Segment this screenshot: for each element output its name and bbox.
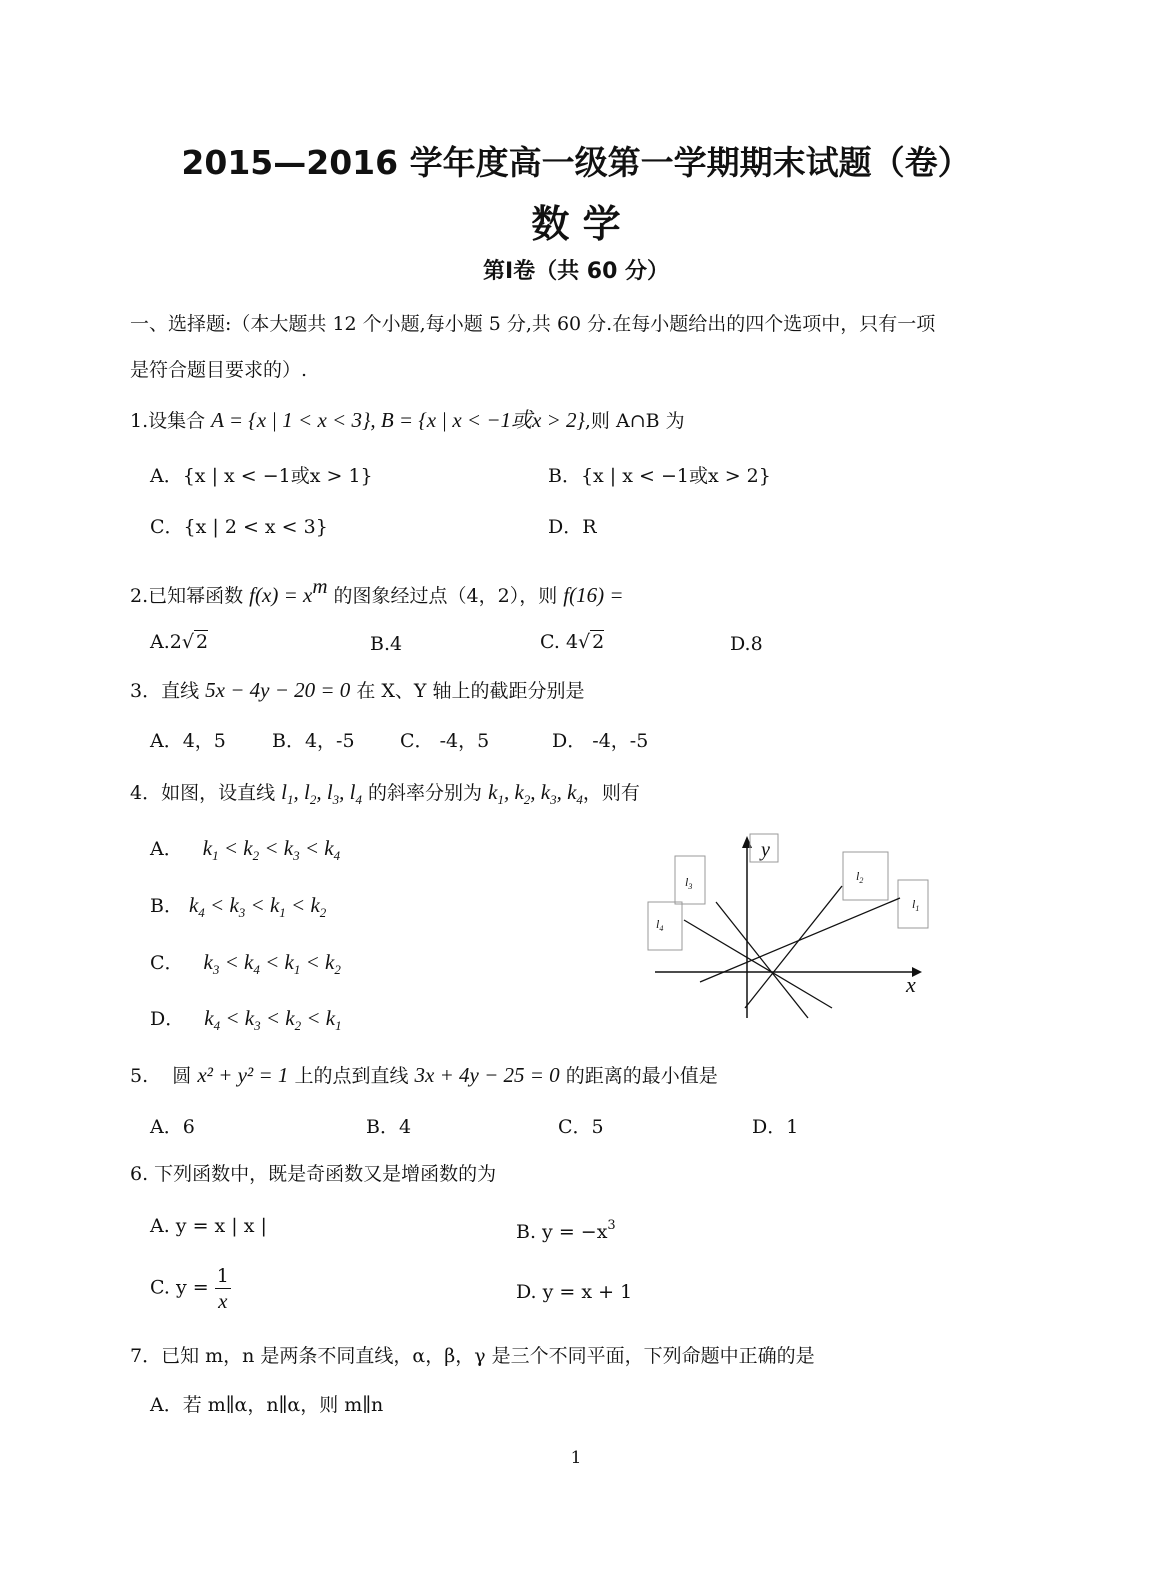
q6-option-c bbox=[150, 1264, 231, 1322]
q5-option-a: A．6 bbox=[150, 1116, 195, 1138]
q4-line-figure bbox=[640, 830, 940, 1020]
q5-stem bbox=[130, 1063, 718, 1088]
q5-stem-prefix: 5. 圆 bbox=[130, 1065, 198, 1087]
q2-stem-mid: 的图象经过点（4，2），则 bbox=[327, 585, 564, 607]
q1-option-c: C．{x | 2 < x < 3} bbox=[150, 516, 328, 538]
q2-stem bbox=[130, 574, 624, 608]
q3-option-a: A．4，5 bbox=[150, 730, 226, 752]
q6-c-denominator: x bbox=[218, 1289, 228, 1313]
l4-label: $l_4$ bbox=[656, 917, 664, 933]
subject-title: 数 学 bbox=[531, 202, 621, 246]
sqrt-icon: √ bbox=[181, 631, 194, 653]
exam-title: 2015—2016 学年度高一级第一学期期末试题（卷） bbox=[181, 143, 971, 182]
q6-b-text: B. y = −x bbox=[516, 1221, 608, 1243]
q2-stem-prefix: 2.已知幂函数 bbox=[130, 585, 250, 607]
q2-a-label: A. bbox=[150, 631, 170, 653]
q7-stem: 7．已知 m，n 是两条不同直线，α，β，γ 是三个不同平面，下列命题中正确的是 bbox=[130, 1345, 815, 1367]
q6-option-d: D. y = x + 1 bbox=[516, 1281, 633, 1303]
q4-stem-prefix: 4．如图，设直线 bbox=[130, 782, 282, 804]
q6-c-numerator: 1 bbox=[216, 1265, 229, 1287]
q4-option-c: C． $k_3 < k_4 < k_1 < k_2$ bbox=[150, 950, 341, 977]
q2-c-root: 2 bbox=[592, 631, 605, 653]
q5-stem-mid: 上的点到直线 bbox=[288, 1065, 415, 1087]
q6-option-a: A. y = x | x | bbox=[150, 1215, 267, 1237]
q3-stem-prefix: 3．直线 bbox=[130, 680, 206, 702]
q1-option-b: B．{x | x < −1或x > 2} bbox=[548, 465, 771, 487]
l2-label-box bbox=[843, 852, 888, 900]
q5-option-b: B．4 bbox=[366, 1116, 412, 1138]
l2-label: $l_2$ bbox=[856, 869, 864, 885]
q2-stem-end: f(16) = bbox=[563, 583, 624, 607]
sqrt-icon: √ bbox=[578, 631, 591, 653]
q5-circle: x² + y² = 1 bbox=[197, 1063, 289, 1087]
section-title: 第Ⅰ卷（共 60 分） bbox=[482, 259, 670, 284]
q4-slopes: $k_1$, $k_2$, $k_3$, $k_4$ bbox=[488, 780, 583, 807]
q1-stem bbox=[130, 408, 685, 433]
q1-option-a: A．{x | x < −1或x > 1} bbox=[150, 465, 373, 487]
line-l4 bbox=[684, 920, 832, 1008]
q1-set-a: A = {x | 1 < x < 3} bbox=[211, 408, 371, 432]
q3-option-b: B．4，-5 bbox=[272, 730, 355, 752]
q3-stem-suffix: 在 X、Y 轴上的截距分别是 bbox=[350, 680, 585, 702]
q2-exp: m bbox=[312, 574, 328, 598]
q2-option-a bbox=[150, 630, 208, 654]
l3-label: $l_3$ bbox=[685, 875, 693, 891]
q3-option-c: C． -4，5 bbox=[400, 730, 490, 752]
q5-option-d: D．1 bbox=[752, 1116, 799, 1138]
q4-stem bbox=[130, 780, 640, 812]
q2-c-coef: 4 bbox=[565, 631, 579, 653]
q6-b-exp: 3 bbox=[607, 1218, 616, 1233]
q7-option-a: A．若 m∥α，n∥α，则 m∥n bbox=[150, 1394, 384, 1416]
q4-c-label: C． bbox=[150, 952, 184, 974]
x-axis-label: x bbox=[906, 972, 916, 997]
q1-option-d: D．R bbox=[548, 516, 597, 538]
l4-label-box bbox=[648, 902, 682, 950]
q4-option-a: A． $k_1 < k_2 < k_3 < k_4$ bbox=[150, 836, 341, 863]
q1-set-b: , B = {x | x < −1或x > 2} bbox=[370, 408, 585, 432]
l1-label: $l_1$ bbox=[912, 897, 920, 913]
line-l2 bbox=[745, 886, 842, 1008]
q2-a-coef: 2 bbox=[169, 631, 182, 653]
line-l1 bbox=[700, 898, 900, 982]
q4-option-d: D． $k_4 < k_3 < k_2 < k_1$ bbox=[150, 1006, 342, 1033]
q6-c-text: C. y = bbox=[150, 1276, 209, 1299]
q4-stem-mid: 的斜率分别为 bbox=[362, 782, 489, 804]
q2-option-d: D.8 bbox=[730, 633, 763, 655]
q4-d-label: D． bbox=[150, 1008, 185, 1030]
q3-equation: 5x − 4y − 20 = 0 bbox=[205, 678, 351, 702]
l3-label-box bbox=[675, 856, 705, 904]
q6-option-b bbox=[516, 1214, 616, 1244]
q2-option-c bbox=[540, 630, 604, 654]
part1-intro-line1: 一、选择题:（本大题共 12 个小题,每小题 5 分,共 60 分.在每小题给出的四个选项中，只有一项 bbox=[130, 313, 936, 335]
q4-b-label: B． bbox=[150, 895, 183, 917]
q3-option-d: D． -4，-5 bbox=[552, 730, 649, 752]
q6-c-fraction bbox=[215, 1264, 231, 1313]
q2-c-label: C. bbox=[540, 631, 566, 653]
q3-stem bbox=[130, 678, 585, 703]
q5-line: 3x + 4y − 25 = 0 bbox=[414, 1063, 560, 1087]
q5-stem-suffix: 的距离的最小值是 bbox=[559, 1065, 718, 1087]
part1-intro-line2: 是符合题目要求的）. bbox=[130, 359, 308, 381]
line-l3 bbox=[716, 902, 808, 1018]
y-axis-label: y bbox=[761, 839, 770, 861]
q6-stem: 6. 下列函数中，既是奇函数又是增函数的为 bbox=[130, 1163, 497, 1185]
q1-stem-suffix: ,则 A∩B 为 bbox=[584, 410, 685, 432]
q4-stem-suffix: ，则有 bbox=[582, 782, 640, 804]
q4-a-label: A． bbox=[150, 838, 183, 860]
page-number: 1 bbox=[570, 1448, 582, 1468]
q1-stem-prefix: 1.设集合 bbox=[130, 410, 212, 432]
q5-option-c: C．5 bbox=[558, 1116, 604, 1138]
q2-a-root: 2 bbox=[195, 631, 209, 653]
q4-lines: $l_1$, $l_2$, $l_3$, $l_4$ bbox=[281, 780, 363, 807]
q4-option-b: B． $k_4 < k_3 < k_1 < k_2$ bbox=[150, 893, 327, 920]
q2-func: f(x) = x bbox=[249, 583, 313, 607]
q2-option-b: B.4 bbox=[370, 633, 403, 655]
